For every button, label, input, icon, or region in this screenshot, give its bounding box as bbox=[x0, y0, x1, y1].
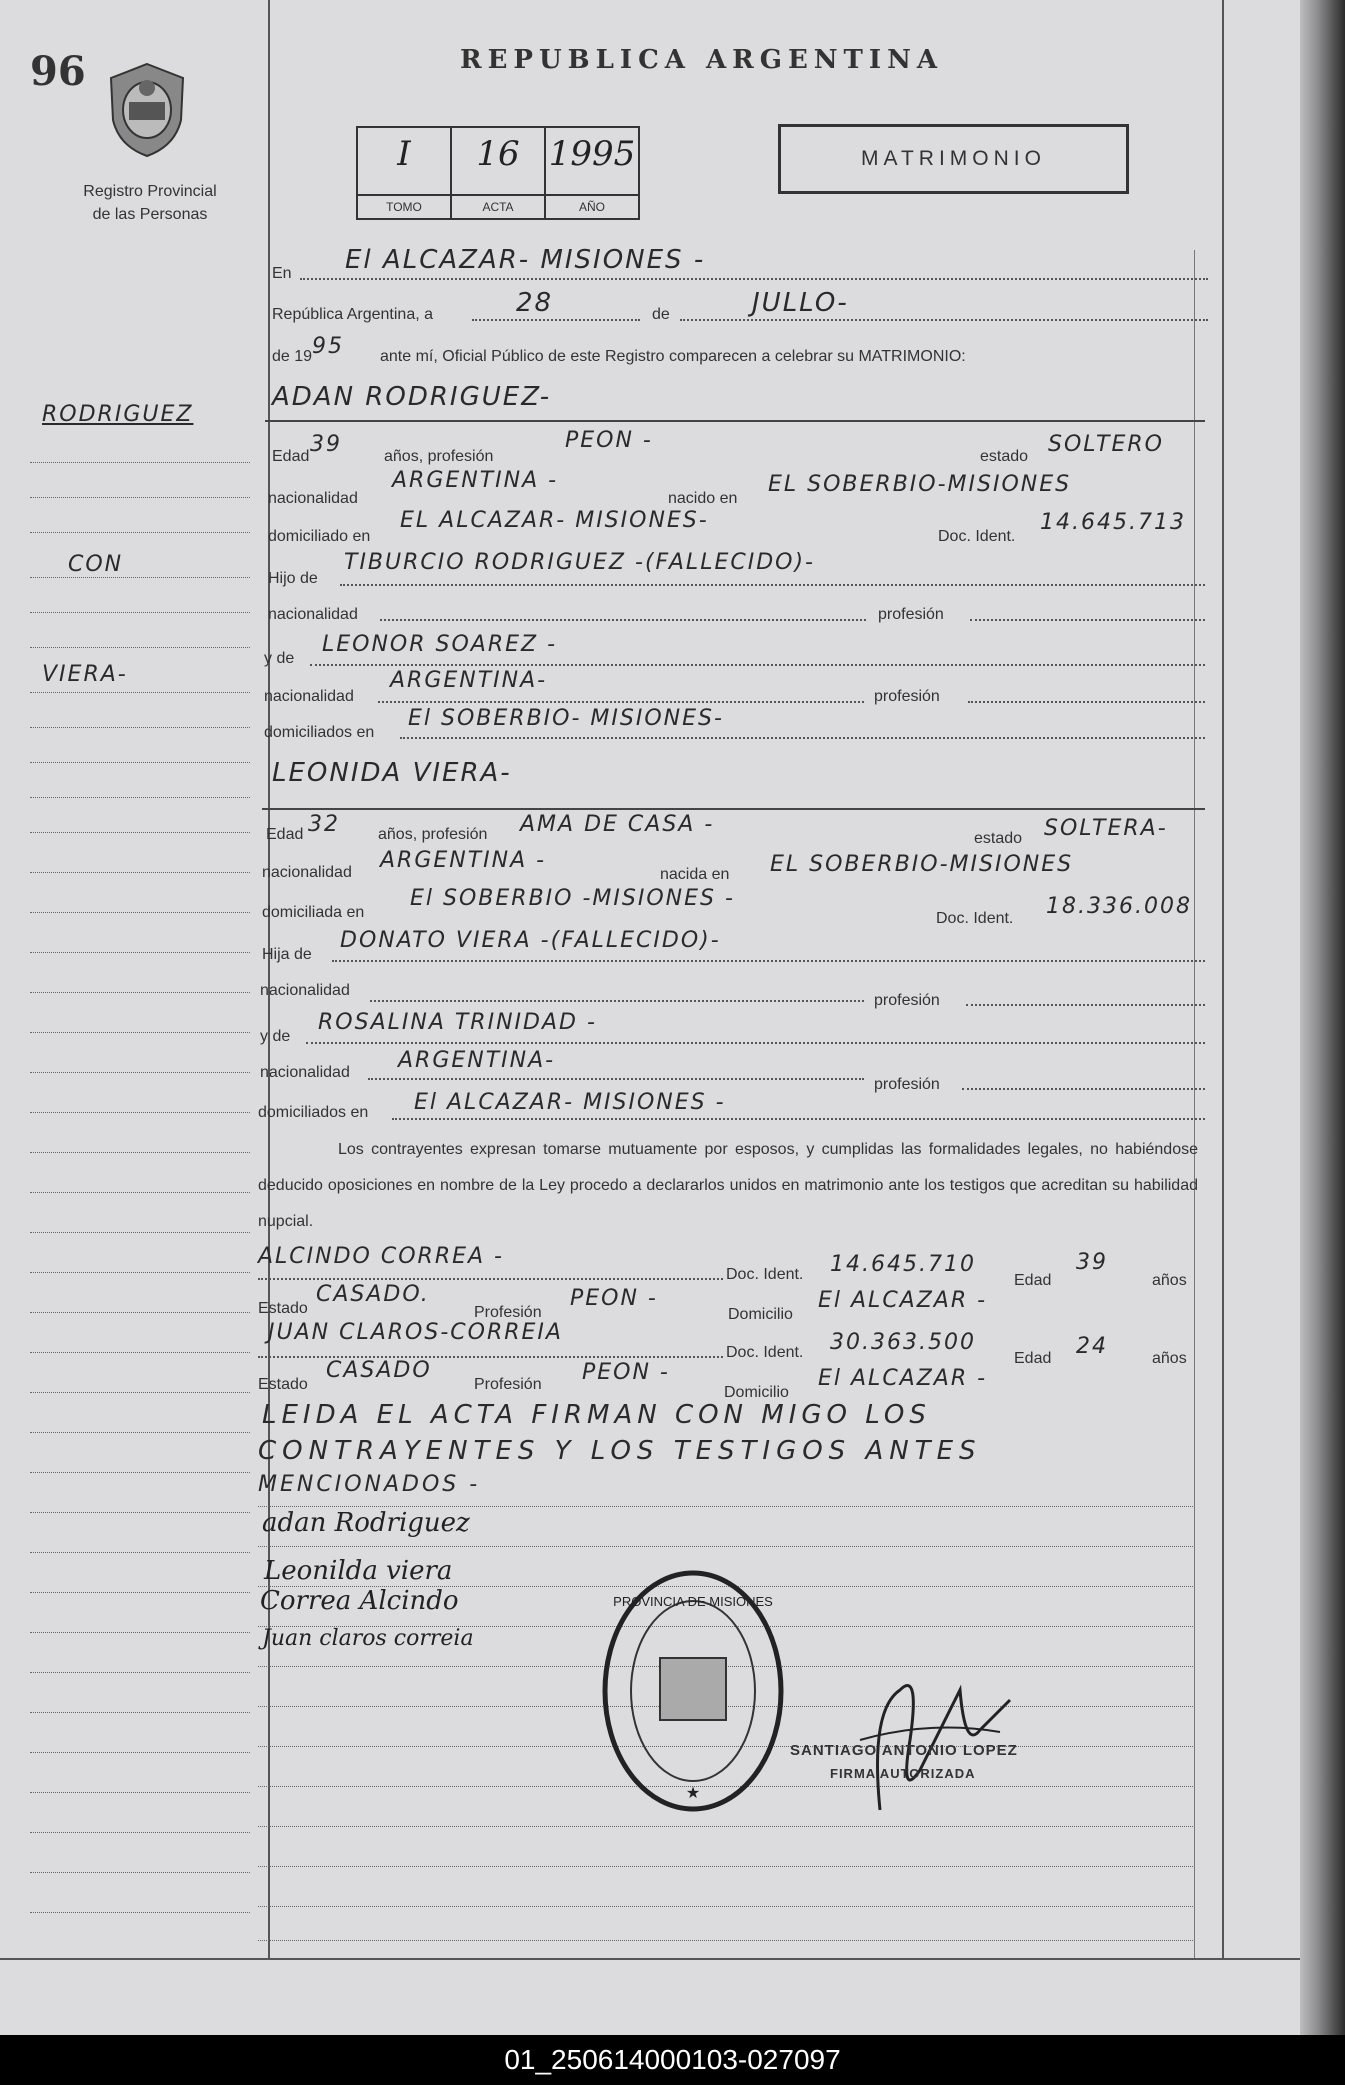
intro-statement: ante mí, Oficial Público de este Registro comparecen a celebrar su MATRIMONIO: bbox=[380, 348, 966, 365]
bride-mother-prof-line bbox=[962, 1088, 1205, 1090]
groom-father-prof-label: profesión bbox=[878, 606, 944, 623]
closing-line-2: CONTRAYENTES Y LOS TESTIGOS ANTES bbox=[258, 1436, 982, 1466]
groom-mother-nac-line bbox=[378, 701, 864, 703]
ano-label: AÑO bbox=[546, 194, 638, 218]
groom-nationality: ARGENTINA - bbox=[392, 468, 559, 493]
bride-mother: ROSALINA TRINIDAD - bbox=[318, 1010, 597, 1035]
witness-2-age: 24 bbox=[1076, 1334, 1108, 1359]
bride-father-prof-label: profesión bbox=[874, 992, 940, 1009]
groom-father-line bbox=[340, 584, 1205, 586]
groom-born-label: nacido en bbox=[668, 490, 738, 507]
groom-parents-dom-label: domiciliados en bbox=[264, 724, 375, 741]
registry-name bbox=[40, 180, 260, 226]
bottom-rule bbox=[0, 1958, 1300, 1960]
groom-mother-label: y de bbox=[264, 650, 295, 667]
place-line bbox=[300, 278, 1208, 280]
bride-parents-dom-label: domiciliados en bbox=[258, 1104, 369, 1121]
ano-value: 1995 bbox=[548, 134, 636, 174]
witness-1-doc: 14.645.710 bbox=[830, 1252, 976, 1277]
witness-1-estado-label: Estado bbox=[258, 1300, 308, 1317]
official-signature-icon bbox=[840, 1650, 1030, 1830]
groom-nac-label: nacionalidad bbox=[268, 490, 358, 507]
bride-father: DONATO VIERA -(FALLECIDO)- bbox=[340, 928, 721, 953]
stamp-text: PROVINCIA DE MISIONES bbox=[613, 1594, 773, 1609]
bride-parents-dom: El ALCAZAR- MISIONES - bbox=[414, 1090, 726, 1115]
witness-2-estado-label: Estado bbox=[258, 1376, 308, 1393]
acta-cell bbox=[452, 128, 546, 218]
year-suffix: 95 bbox=[312, 334, 344, 359]
right-margin-rule bbox=[1222, 0, 1224, 1958]
tomo-cell bbox=[358, 128, 452, 218]
closing-line-1: LEIDA EL ACTA FIRMAN CON MIGO LOS bbox=[262, 1400, 931, 1430]
act-type-box: MATRIMONIO bbox=[778, 124, 1129, 194]
inner-right-rule bbox=[1194, 250, 1195, 1960]
witness-1-name: ALCINDO CORREA - bbox=[258, 1244, 504, 1269]
groom-anos-label: años, profesión bbox=[384, 448, 494, 465]
groom-estado-label: estado bbox=[980, 448, 1029, 465]
place-value: El ALCAZAR- MISIONES - bbox=[345, 245, 706, 275]
signature-groom: adan Rodriguez bbox=[262, 1508, 470, 1538]
witness-2-doc-label: Doc. Ident. bbox=[726, 1344, 804, 1361]
bride-mother-label: y de bbox=[260, 1028, 291, 1045]
groom-doc-label: Doc. Ident. bbox=[938, 528, 1016, 545]
tomo-label: TOMO bbox=[358, 194, 450, 218]
groom-estado: SOLTERO bbox=[1048, 432, 1164, 457]
bride-father-nac-label: nacionalidad bbox=[260, 982, 350, 999]
groom-domicile: EL ALCAZAR- MISIONES- bbox=[400, 508, 709, 533]
witness-1-domicile: El ALCAZAR - bbox=[818, 1288, 988, 1313]
tomo-value: I bbox=[397, 134, 411, 174]
witness-1-edad-label: Edad bbox=[1014, 1272, 1052, 1289]
groom-mother-line bbox=[310, 664, 1205, 666]
signature-witness-1: Correa Alcindo bbox=[260, 1586, 459, 1616]
groom-edad-label: Edad bbox=[272, 448, 310, 465]
bride-father-label: Hija de bbox=[262, 946, 312, 963]
registry-line-1: Registro Provincial bbox=[83, 183, 217, 200]
left-margin-rule bbox=[268, 0, 270, 1958]
page-number: 96 bbox=[30, 48, 86, 95]
groom-dom-label: domiciliado en bbox=[268, 528, 371, 545]
bride-estado-label: estado bbox=[974, 830, 1023, 847]
bride-edad-label: Edad bbox=[266, 826, 304, 843]
groom-birthplace: EL SOBERBIO-MISIONES bbox=[768, 472, 1072, 497]
bride-profession: AMA DE CASA - bbox=[520, 812, 715, 837]
witness-2-prof-label: Profesión bbox=[474, 1376, 542, 1393]
bride-doc-label: Doc. Ident. bbox=[936, 910, 1014, 927]
official-name: SANTIAGO ANTONIO LOPEZ bbox=[790, 1742, 1018, 1759]
witness-1-doc-label: Doc. Ident. bbox=[726, 1266, 804, 1283]
groom-mother-nac-label: nacionalidad bbox=[264, 688, 354, 705]
ano-cell bbox=[546, 128, 638, 218]
bride-name: LEONIDA VIERA- bbox=[272, 758, 512, 788]
bride-mother-nac-label: nacionalidad bbox=[260, 1064, 350, 1081]
witness-1-estado: CASADO. bbox=[316, 1282, 430, 1307]
day-line bbox=[472, 319, 640, 321]
month-line bbox=[680, 319, 1208, 321]
bride-born-label: nacida en bbox=[660, 866, 730, 883]
declaration-paragraph: Los contrayentes expresan tomarse mutuamente por esposos, y cumplidas las formalidades legales, no habiéndose deducido oposiciones en nombre de la Ley procedo a declararlos unidos en matrimonio ante los testigos que acreditan su habilidad nupcial. bbox=[258, 1141, 1198, 1230]
bride-father-prof-line bbox=[966, 1004, 1205, 1006]
bride-estado: SOLTERA- bbox=[1044, 816, 1168, 841]
witness-2-domicile: El ALCAZAR - bbox=[818, 1366, 988, 1391]
groom-mother: LEONOR SOAREZ - bbox=[322, 632, 558, 657]
bride-nac-label: nacionalidad bbox=[262, 864, 352, 881]
margin-surname-2: VIERA- bbox=[42, 662, 128, 687]
bride-age: 32 bbox=[308, 812, 340, 837]
witness-2-profession: PEON - bbox=[582, 1360, 670, 1385]
month-value: JULLO- bbox=[752, 288, 849, 318]
witness-2-estado: CASADO bbox=[326, 1358, 432, 1383]
coat-of-arms-icon bbox=[105, 60, 189, 160]
bride-domicile: El SOBERBIO -MISIONES - bbox=[410, 886, 735, 911]
bride-father-line bbox=[332, 960, 1205, 962]
witness-1-anos-label: años bbox=[1152, 1272, 1187, 1289]
en-label: En bbox=[272, 265, 292, 282]
groom-father-nac-label: nacionalidad bbox=[268, 606, 358, 623]
bride-mother-prof-label: profesión bbox=[874, 1076, 940, 1093]
bride-name-rule bbox=[262, 808, 1205, 810]
bride-father-nac-line bbox=[370, 1000, 864, 1002]
republica-label: República Argentina, a bbox=[272, 306, 433, 323]
day-value: 28 bbox=[516, 288, 554, 318]
registry-line-2: de las Personas bbox=[92, 206, 208, 223]
witness-2-dom-label: Domicilio bbox=[724, 1384, 789, 1401]
groom-parents-dom: El SOBERBIO- MISIONES- bbox=[408, 706, 724, 731]
groom-parents-dom-line bbox=[400, 737, 1205, 739]
closing-line-3: MENCIONADOS - bbox=[258, 1472, 481, 1497]
bride-parents-dom-line bbox=[392, 1118, 1205, 1120]
witness-2-edad-label: Edad bbox=[1014, 1350, 1052, 1367]
groom-father-nac-line bbox=[380, 619, 866, 621]
record-reference-box bbox=[356, 126, 640, 220]
svg-text:★: ★ bbox=[685, 1785, 701, 1802]
year-prefix: de 19 bbox=[272, 348, 313, 365]
bride-mother-line bbox=[306, 1042, 1205, 1044]
margin-surname-1: RODRIGUEZ bbox=[42, 402, 194, 427]
witness-1-dom-label: Domicilio bbox=[728, 1306, 793, 1323]
witness-2-name: JUAN CLAROS-CORREIA bbox=[268, 1320, 563, 1345]
groom-doc: 14.645.713 bbox=[1040, 510, 1186, 535]
signature-witness-2: Juan claros correia bbox=[262, 1626, 474, 1651]
witness-2-anos-label: años bbox=[1152, 1350, 1187, 1367]
witness-1-profession: PEON - bbox=[570, 1286, 658, 1311]
country-heading: REPUBLICA ARGENTINA bbox=[460, 45, 944, 75]
groom-age: 39 bbox=[310, 432, 342, 457]
bride-mother-nac-line bbox=[368, 1078, 864, 1080]
witness-1-prof-label: Profesión bbox=[474, 1304, 542, 1321]
groom-name-rule bbox=[265, 420, 1205, 422]
bride-anos-label: años, profesión bbox=[378, 826, 488, 843]
registry-stamp-icon bbox=[598, 1566, 788, 1816]
bride-dom-label: domiciliada en bbox=[262, 904, 365, 921]
witness-1-name-line bbox=[258, 1278, 723, 1280]
groom-mother-prof-label: profesión bbox=[874, 688, 940, 705]
bride-birthplace: EL SOBERBIO-MISIONES bbox=[770, 852, 1074, 877]
witness-2-doc: 30.363.500 bbox=[830, 1330, 976, 1355]
acta-label: ACTA bbox=[452, 194, 544, 218]
groom-father-label: Hijo de bbox=[268, 570, 318, 587]
page-edge bbox=[1300, 0, 1345, 2035]
groom-father-prof-line bbox=[970, 619, 1205, 621]
signature-bride: Leonilda viera bbox=[264, 1556, 453, 1586]
groom-profession: PEON - bbox=[565, 428, 653, 453]
bride-nationality: ARGENTINA - bbox=[380, 848, 547, 873]
scan-id-footer: 01_250614000103-027097 bbox=[0, 2035, 1345, 2085]
de-label: de bbox=[652, 306, 670, 323]
official-title: FIRMA AUTORIZADA bbox=[830, 1766, 976, 1781]
margin-con: CON bbox=[68, 552, 124, 577]
bride-mother-nat: ARGENTINA- bbox=[398, 1048, 556, 1073]
groom-mother-prof-line bbox=[968, 701, 1205, 703]
witness-1-age: 39 bbox=[1076, 1250, 1108, 1275]
groom-father: TIBURCIO RODRIGUEZ -(FALLECIDO)- bbox=[344, 550, 815, 575]
groom-mother-nat: ARGENTINA- bbox=[390, 668, 548, 693]
acta-value: 16 bbox=[476, 134, 520, 174]
groom-name: ADAN RODRIGUEZ- bbox=[272, 382, 552, 412]
bride-doc: 18.336.008 bbox=[1046, 894, 1192, 919]
